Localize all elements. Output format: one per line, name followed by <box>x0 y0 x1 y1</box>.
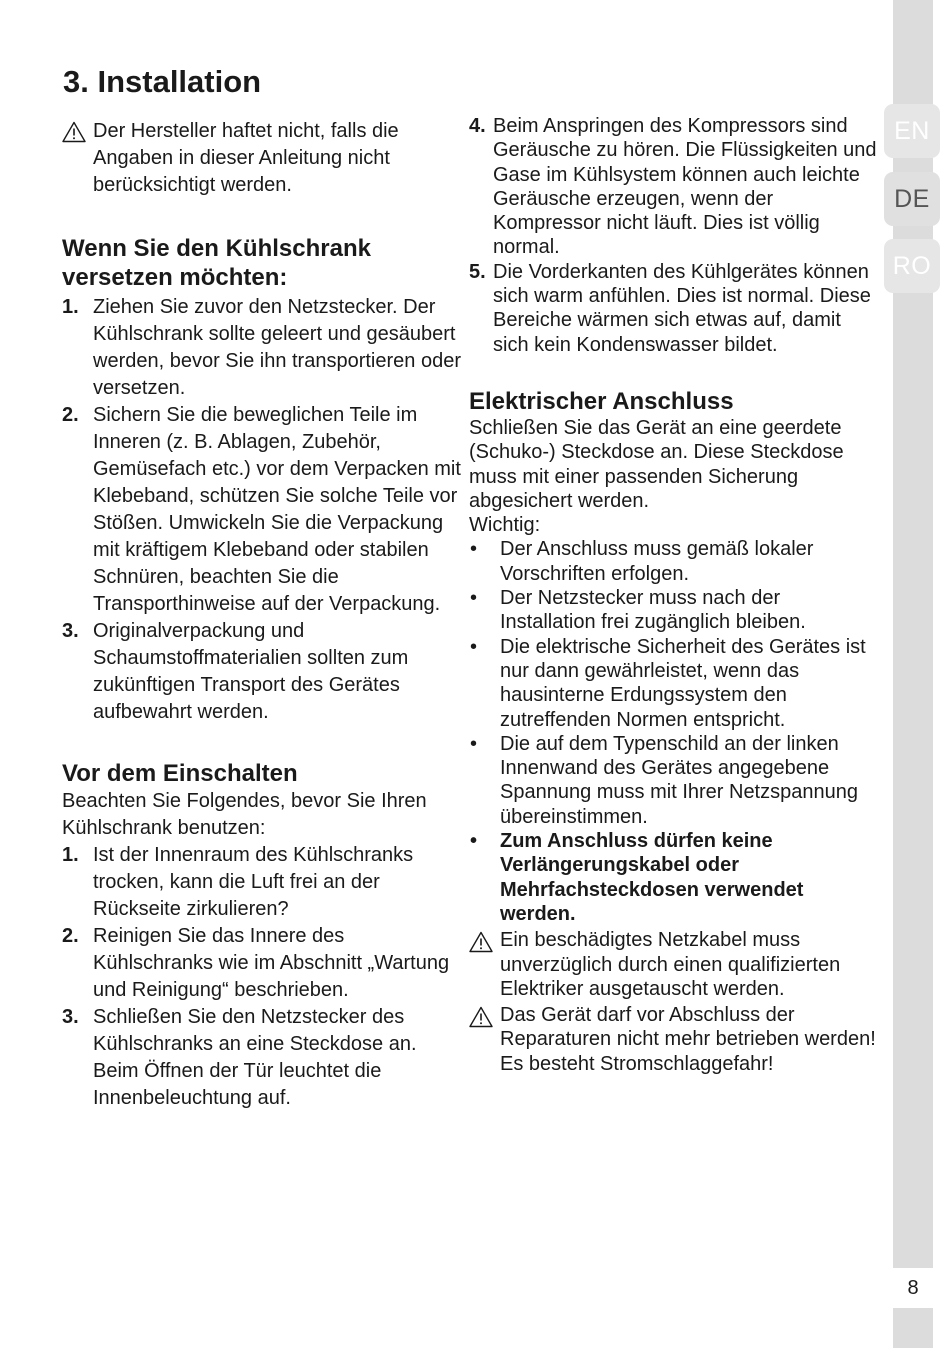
moving-list <box>62 294 462 726</box>
intro-warning-text: Der Hersteller haftet nicht, falls die Angaben in dieser Anleitung nicht berücksichtigt werden. <box>93 120 399 196</box>
section-title: 3. Installation <box>63 64 262 99</box>
list-item <box>469 260 879 357</box>
moving-heading: Wenn Sie den Kühlschrank versetzen möchten: <box>62 235 371 291</box>
list-item <box>62 402 462 618</box>
item-text: Der Netzstecker muss nach der Installation frei zugänglich bleiben. <box>500 587 806 634</box>
before-switch-on-heading: Vor dem Einschalten <box>62 760 298 787</box>
list-item <box>469 114 879 260</box>
list-item <box>62 1004 462 1112</box>
warning-text: Ein beschädigtes Netzkabel muss unverzüglich durch einen qualifizierten Elektriker ausgetauscht werden. <box>500 929 841 1000</box>
list-item <box>469 537 879 586</box>
bullet-marker: • <box>470 732 478 755</box>
warning-triangle-icon <box>62 121 86 143</box>
list-item <box>469 732 879 829</box>
item-text: Ziehen Sie zuvor den Netzstecker. Der Kühlschrank sollte geleert und gesäubert werden, bevor Sie ihn transportieren oder versetzen. <box>93 296 461 399</box>
item-text: Originalverpackung und Schaumstoffmaterialien sollten zum zukünftigen Transport des Gerätes aufbewahrt werden. <box>93 620 409 723</box>
before-switch-on-list-continued <box>469 114 879 357</box>
item-number: 1. <box>62 296 79 318</box>
item-number: 1. <box>62 844 79 866</box>
intro-warning <box>62 118 462 199</box>
item-text: Die elektrische Sicherheit des Gerätes ist nur dann gewährleistet, wenn das hausinterne Erdungssystem den zutreffenden Normen entspricht. <box>500 635 866 731</box>
item-text: Ist der Innenraum des Kühlschranks trocken, kann die Luft frei an der Rückseite zirkulieren? <box>93 844 414 920</box>
item-text: Zum Anschluss dürfen keine Verlängerungskabel oder Mehrfachsteckdosen verwendet werden. <box>500 830 804 925</box>
list-item <box>469 635 879 732</box>
item-number: 5. <box>469 260 486 283</box>
item-text: Beim Anspringen des Kompressors sind Geräusche zu hören. Die Flüssigkeiten und Gase im Kühlsystem können auch leichte Geräusche erzeugen, wenn der Kompressor nicht läuft. Dies ist völlig normal. <box>493 115 877 259</box>
item-number: 4. <box>469 115 486 137</box>
bullet-marker: • <box>470 635 478 658</box>
item-text: Die auf dem Typenschild an der linken Innenwand des Gerätes angegebene Spannung muss mit Ihrer Netzspannung übereinstimmen. <box>500 732 858 828</box>
right-column <box>469 114 879 1076</box>
item-text: Schließen Sie den Netzstecker des Kühlschranks an eine Steckdose an. Beim Öffnen der Tür leuchtet die Innenbeleuchtung auf. <box>93 1006 417 1109</box>
electrical-bullets <box>469 537 879 926</box>
bullet-marker: • <box>470 538 478 561</box>
important-label: Wichtig: <box>469 514 541 537</box>
item-number: 3. <box>62 1006 79 1028</box>
warning-text: Das Gerät darf vor Abschluss der Reparaturen nicht mehr betrieben werden! Es besteht Stromschlaggefahr! <box>500 1004 876 1075</box>
before-switch-on-list <box>62 842 462 1112</box>
list-item <box>62 618 462 726</box>
item-number: 2. <box>62 925 79 947</box>
list-item <box>62 923 462 1004</box>
item-number: 2. <box>62 404 79 426</box>
cable-warning <box>469 928 879 1001</box>
before-switch-on-intro: Beachten Sie Folgendes, bevor Sie Ihren Kühlschrank benutzen: <box>62 790 427 839</box>
language-tab-de[interactable]: DE <box>884 172 940 226</box>
repair-warning <box>469 1003 879 1076</box>
language-tab-en[interactable]: EN <box>884 104 940 158</box>
item-text: Die Vorderkanten des Kühlgerätes können sich warm anfühlen. Dies ist normal. Diese Bereiche wärmen sich etwas auf, damit sich kein Kondenswasser bildet. <box>493 260 871 356</box>
left-column <box>62 118 462 1112</box>
item-text: Der Anschluss muss gemäß lokaler Vorschriften erfolgen. <box>500 538 814 585</box>
bullet-marker: • <box>470 830 478 853</box>
bullet-marker: • <box>470 587 478 610</box>
page-number: 8 <box>893 1268 933 1308</box>
item-text: Reinigen Sie das Innere des Kühlschranks wie im Abschnitt „Wartung und Reinigung“ beschrieben. <box>93 925 450 1001</box>
list-item <box>62 294 462 402</box>
warning-triangle-icon <box>469 1006 493 1028</box>
electrical-heading: Elektrischer Anschluss <box>469 387 734 415</box>
language-tab-ro[interactable]: RO <box>884 239 940 293</box>
list-item <box>62 842 462 923</box>
list-item <box>469 829 879 926</box>
item-text: Sichern Sie die beweglichen Teile im Inneren (z. B. Ablagen, Zubehör, Gemüsefach etc.) vor dem Verpacken mit Klebeband, schützen Sie solche Teile vor Stößen. Umwickeln Sie die Verpackung mit kräftigem Klebeband oder stabilen Schnüren, beachten Sie die Transporthinweise auf der Verpackung. <box>93 404 461 615</box>
item-number: 3. <box>62 620 79 642</box>
warning-triangle-icon <box>469 931 493 953</box>
electrical-intro: Schließen Sie das Gerät an eine geerdete (Schuko-) Steckdose an. Diese Steckdose muss mit einer passenden Sicherung abgesichert werden. <box>469 416 844 512</box>
list-item <box>469 586 879 635</box>
